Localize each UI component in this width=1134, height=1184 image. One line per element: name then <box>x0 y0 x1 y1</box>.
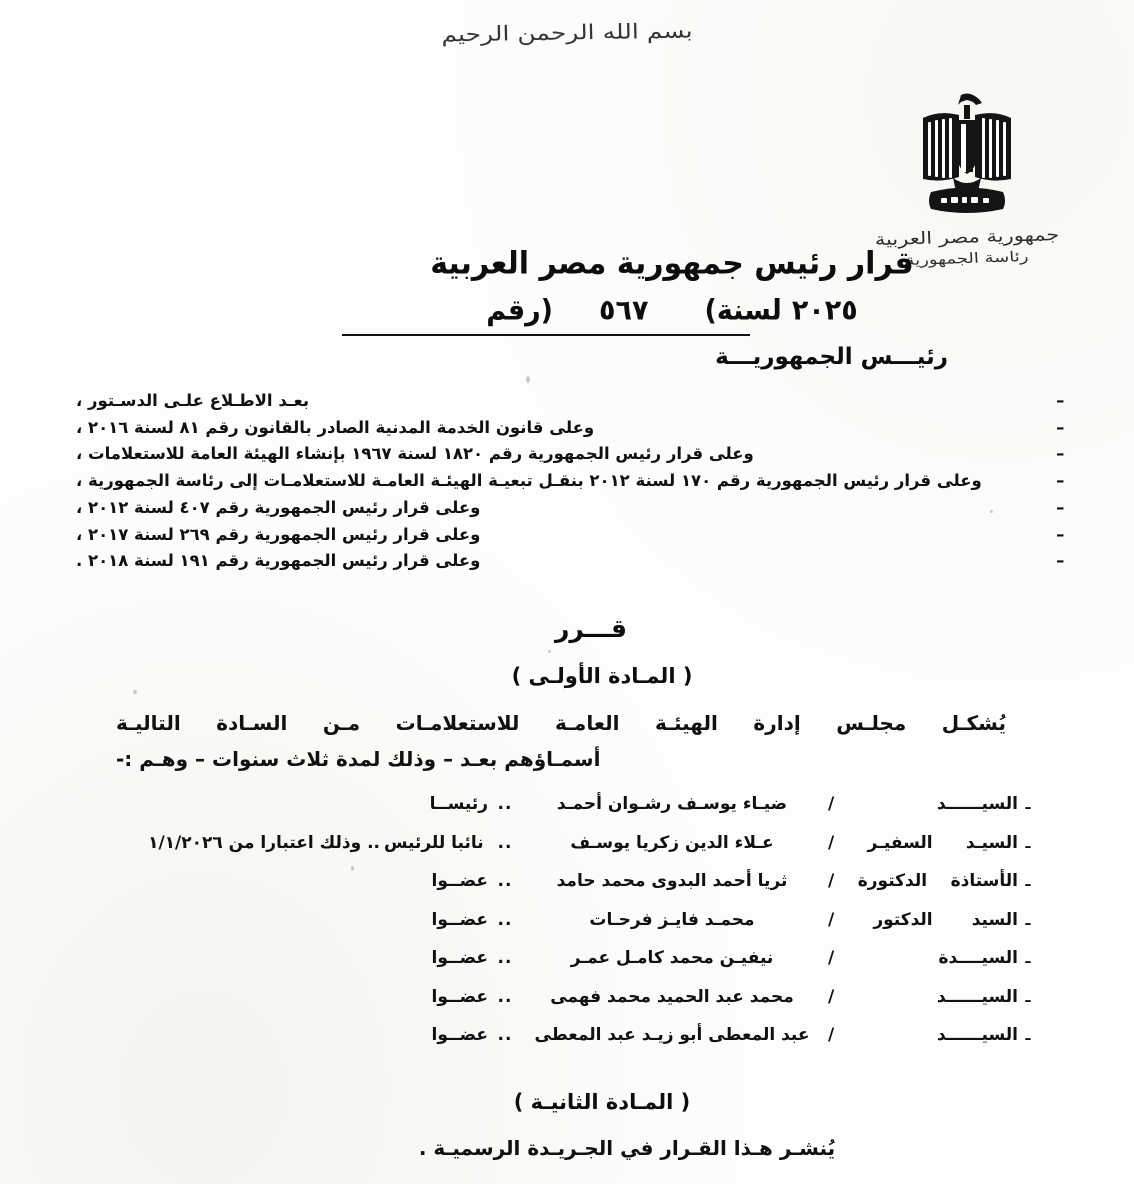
decree-number-label: رقم <box>486 294 541 327</box>
decree-year-value: ٢٠٢٥ <box>791 294 858 327</box>
member-name: ضيـاء يوسـف رشـوان أحمـد <box>556 794 788 814</box>
scan-speck <box>548 650 551 653</box>
member-role: رئيســا <box>429 794 488 814</box>
scan-speck <box>990 510 993 513</box>
member-row <box>88 987 1038 1026</box>
issuer-heading: رئيـــس الجمهوريـــة <box>715 344 948 370</box>
emblem-caption-country: جمهورية مصر العربية <box>874 224 1060 250</box>
preamble-dash: – <box>1056 497 1064 517</box>
member-honorific: السيــــدة / <box>828 948 1018 968</box>
preamble-text: وعلى قرار رئيس الجمهورية رقم ٤٠٧ لسنة ٢٠١٢ ، <box>76 497 481 517</box>
member-row <box>88 910 1038 949</box>
member-name: عـلاء الدين زكريا يوسـف <box>570 832 774 853</box>
member-dots: .. <box>497 1025 513 1045</box>
scan-speck <box>526 376 530 383</box>
board-members-list <box>88 794 1038 1064</box>
preamble-item <box>74 441 1074 468</box>
preamble-item <box>74 468 1074 495</box>
member-role: عضــوا <box>431 909 488 930</box>
member-bullet: ـ <box>1025 949 1031 967</box>
article-one-line2: أسمـاؤهم بعـد – وذلك لمدة ثلاث سنوات – وهـم :- <box>116 746 601 771</box>
member-dots: .. <box>497 794 513 814</box>
preamble-text: وعلى قرار رئيس الجمهورية رقم ٢٦٩ لسنة ٢٠١٧ ، <box>76 524 481 544</box>
member-row <box>88 948 1038 987</box>
member-honorific: السيد الدكتور / <box>828 909 1018 930</box>
member-honorific: السيــــــد / <box>828 986 1018 1007</box>
decree-title-block <box>0 246 1134 326</box>
preamble-item <box>74 415 1074 442</box>
preamble-dash: – <box>1056 551 1064 571</box>
member-row <box>88 833 1038 872</box>
scan-speck <box>133 690 137 694</box>
member-role: عضــوا <box>431 871 488 891</box>
member-honorific: السيـد السفيـر / <box>828 832 1018 853</box>
member-bullet: ـ <box>1025 833 1031 852</box>
scan-speck <box>351 866 354 871</box>
preamble-item <box>74 522 1074 549</box>
preamble-text: وعلى قرار رئيس الجمهورية رقم ١٩١ لسنة ٢٠١٨ . <box>76 551 481 571</box>
member-dots: .. <box>497 948 513 968</box>
decree-year-label: لسنة <box>716 294 782 327</box>
member-role: عضــوا <box>431 1025 488 1045</box>
preamble-list <box>74 388 1074 575</box>
member-row <box>88 1025 1038 1064</box>
member-role: نائبا للرئيس <box>384 832 484 853</box>
member-dots: .. <box>497 986 513 1007</box>
member-dots: .. <box>497 871 513 891</box>
member-bullet: ـ <box>1025 872 1031 890</box>
preamble-text: بعـد الاطـلاع علـى الدسـتور ، <box>76 391 310 410</box>
decree-number-line <box>210 294 1134 326</box>
member-honorific: الأستاذة الدكتورة / <box>828 871 1018 891</box>
decree-number-value: ٥٦٧ <box>599 294 649 327</box>
member-name: محمد عبد الحميد محمد فهمى <box>550 986 794 1007</box>
member-role-note: .. وذلك اعتبارا من ١/١/٢٠٢٦ <box>148 832 380 853</box>
member-bullet: ـ <box>1025 910 1031 929</box>
decree-title: قرار رئيس جمهورية مصر العربية <box>430 245 914 282</box>
member-name: عبد المعطى أبو زيـد عبد المعطى <box>534 1025 810 1045</box>
member-dots: .. <box>497 909 513 930</box>
member-honorific: السيــــــد / <box>828 1025 1018 1045</box>
article-two-heading: ( المـادة الثانيـة ) <box>513 1090 691 1114</box>
decree-paren-close: ) <box>704 294 717 327</box>
preamble-text: وعلى قرار رئيس الجمهورية رقم ١٧٠ لسنة ٢٠١٢ بنقـل تبعيـة الهيئـة العامـة للاستعلامـات إلى رئاسة الجمهورية ، <box>76 471 982 491</box>
basmala-calligraphy <box>0 12 1134 54</box>
member-honorific: السيــــــد / <box>828 794 1018 814</box>
member-name: ثريا أحمد البدوى محمد حامد <box>556 871 788 891</box>
preamble-item <box>74 388 1074 415</box>
article-one-body <box>116 706 1006 777</box>
preamble-dash: – <box>1056 444 1064 464</box>
member-bullet: ـ <box>1025 795 1031 813</box>
preamble-text: وعلى قرار رئيس الجمهورية رقم ١٨٢٠ لسنة ١٩٦٧ بإنشاء الهيئة العامة للاستعلامات ، <box>76 444 754 464</box>
article-one-line1: يُشكـل مجلـس إدارة الهيئـة العامـة للاستعلامـات مـن السـادة التاليـة <box>116 711 1006 735</box>
eagle-of-saladin-icon <box>907 92 1027 222</box>
member-dots: .. <box>497 832 513 853</box>
republic-emblem <box>852 92 1082 269</box>
member-bullet: ـ <box>1025 987 1031 1006</box>
decree-paren-open: ( <box>540 294 554 327</box>
article-one-heading: ( المـادة الأولـى ) <box>511 664 693 688</box>
article-two-body: يُنشـر هـذا القـرار في الجـريـدة الرسميـة . <box>418 1136 836 1160</box>
emblem-caption-presidency: رئاسة الجمهورية <box>905 248 1029 269</box>
member-role: عضــوا <box>431 986 488 1007</box>
member-role: عضــوا <box>431 948 488 968</box>
title-underline <box>342 334 750 336</box>
preamble-dash: – <box>1056 524 1064 544</box>
preamble-dash: – <box>1056 417 1064 437</box>
preamble-dash: – <box>1056 471 1064 491</box>
resolved-heading: قـــرر <box>555 614 627 643</box>
basmala-text: بسم الله الرحمن الرحيم <box>441 18 693 47</box>
member-name: محمـد فايـز فرحـات <box>589 909 755 930</box>
preamble-dash: – <box>1056 391 1064 410</box>
preamble-item <box>74 548 1074 575</box>
member-row <box>88 871 1038 910</box>
member-row <box>88 794 1038 833</box>
member-name: نيفيـن محمد كامـل عمـر <box>570 948 774 968</box>
member-bullet: ـ <box>1025 1026 1031 1044</box>
preamble-text: وعلى قانون الخدمة المدنية الصادر بالقانون رقم ٨١ لسنة ٢٠١٦ ، <box>76 417 595 437</box>
preamble-item <box>74 495 1074 522</box>
